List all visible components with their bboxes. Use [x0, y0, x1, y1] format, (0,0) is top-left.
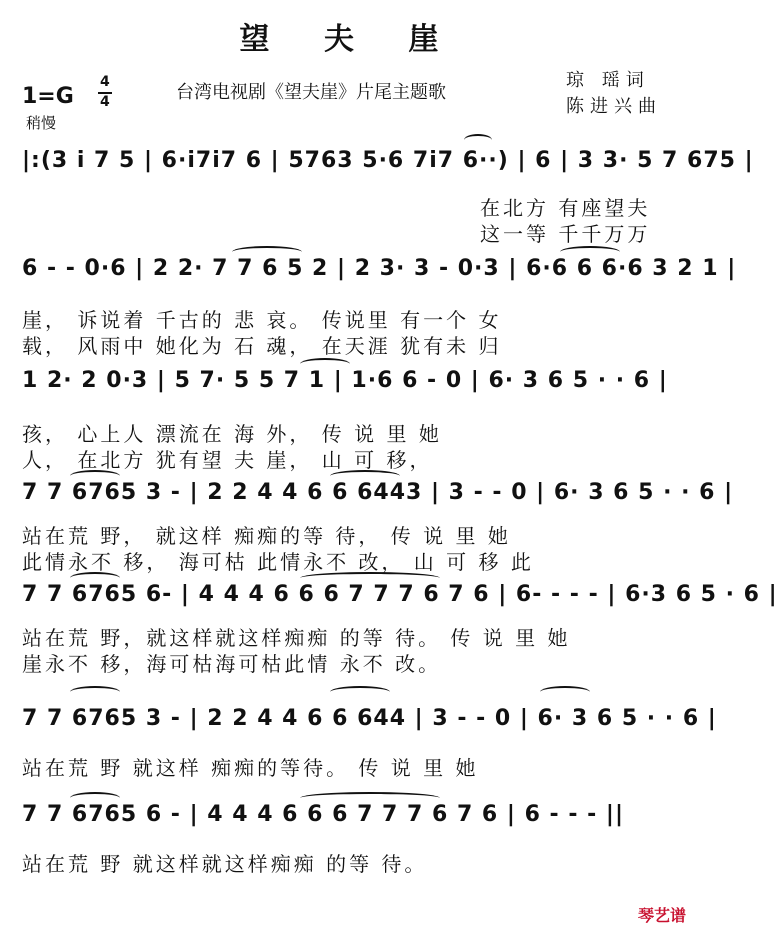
composer-credit: 陈进兴曲: [566, 96, 662, 117]
slur: [464, 134, 492, 146]
slur: [70, 686, 120, 698]
lyrics-verse-1: 站在荒 野，就这样就这样痴痴 的等 待。 传 说 里 她: [22, 626, 571, 650]
lyrics-verse-1: 崖， 诉说着 千古的 悲 哀。 传说里 有一个 女: [22, 308, 502, 332]
publisher-logo: 琴艺谱: [637, 906, 686, 925]
time-signature-numerator: 4: [100, 74, 110, 90]
lyrics-verse-1: 站在荒 野 就这样 痴痴的等待。 传 说 里 她: [22, 756, 479, 780]
subtitle: 台湾电视剧《望夫崖》片尾主题歌: [176, 82, 446, 103]
notation-row: 7 7 6765 3 - | 2 2 4 4 6 6 6443 | 3 - - 0 | 6· 3 6 5 · · 6 |: [22, 480, 734, 505]
lyrics-verse-1: 孩， 心上人 漂流在 海 外， 传 说 里 她: [22, 422, 442, 446]
notation-row: 7 7 6765 6- | 4 4 4 6 6 6 7 7 7 6 7 6 | 6- - - - | 6·3 6 5 · 6 |: [22, 582, 778, 607]
slur: [540, 686, 590, 698]
notation-row: 1 2· 2 0·3 | 5 7· 5 5 7 1 | 1·6 6 - 0 | 6· 3 6 5 · · 6 |: [22, 368, 668, 393]
lyrics-verse-1: 站在荒 野 就这样就这样痴痴 的等 待。: [22, 852, 428, 876]
notation-row: 7 7 6765 3 - | 2 2 4 4 6 6 644 | 3 - - 0 | 6· 3 6 5 · · 6 |: [22, 706, 717, 731]
tempo-marking: 稍慢: [26, 114, 57, 132]
lyrics-verse-2: 崖永不 移，海可枯海可枯此情 永不 改。: [22, 652, 442, 676]
notation-row: 7 7 6765 6 - | 4 4 4 6 6 6 7 7 7 6 7 6 | 6 - - - ||: [22, 802, 624, 827]
lyrics-verse-2: 载， 风雨中 她化为 石 魂， 在天涯 犹有未 归: [22, 334, 502, 358]
notation-row: |:(3 i 7 5 | 6·i7i7 6 | 5763 5·6 7i7 6··) | 6 | 3 3· 5 7 675 |: [22, 148, 754, 173]
lyrics-verse-2: 此情永不 移， 海可枯 此情永不 改， 山 可 移 此: [22, 550, 534, 574]
lyrics-verse-1: 在北方 有座望夫: [480, 196, 651, 220]
lyricist-credit: 琼 瑶词: [566, 70, 650, 91]
notation-row: 6 - - 0·6 | 2 2· 7 7 6 5 2 | 2 3· 3 - 0·3 | 6·6 6 6·6 3 2 1 |: [22, 256, 737, 281]
lyrics-verse-2: 人， 在北方 犹有望 夫 崖， 山 可 移，: [22, 448, 433, 472]
time-signature-denominator: 4: [100, 94, 110, 110]
lyrics-verse-2: 这一等 千千万万: [480, 222, 651, 246]
slur: [330, 686, 390, 698]
lyrics-verse-1: 站在荒 野， 就这样 痴痴的等 待， 传 说 里 她: [22, 524, 511, 548]
song-title: 望 夫 崖: [239, 22, 461, 57]
key-signature: 1=G: [22, 84, 74, 109]
